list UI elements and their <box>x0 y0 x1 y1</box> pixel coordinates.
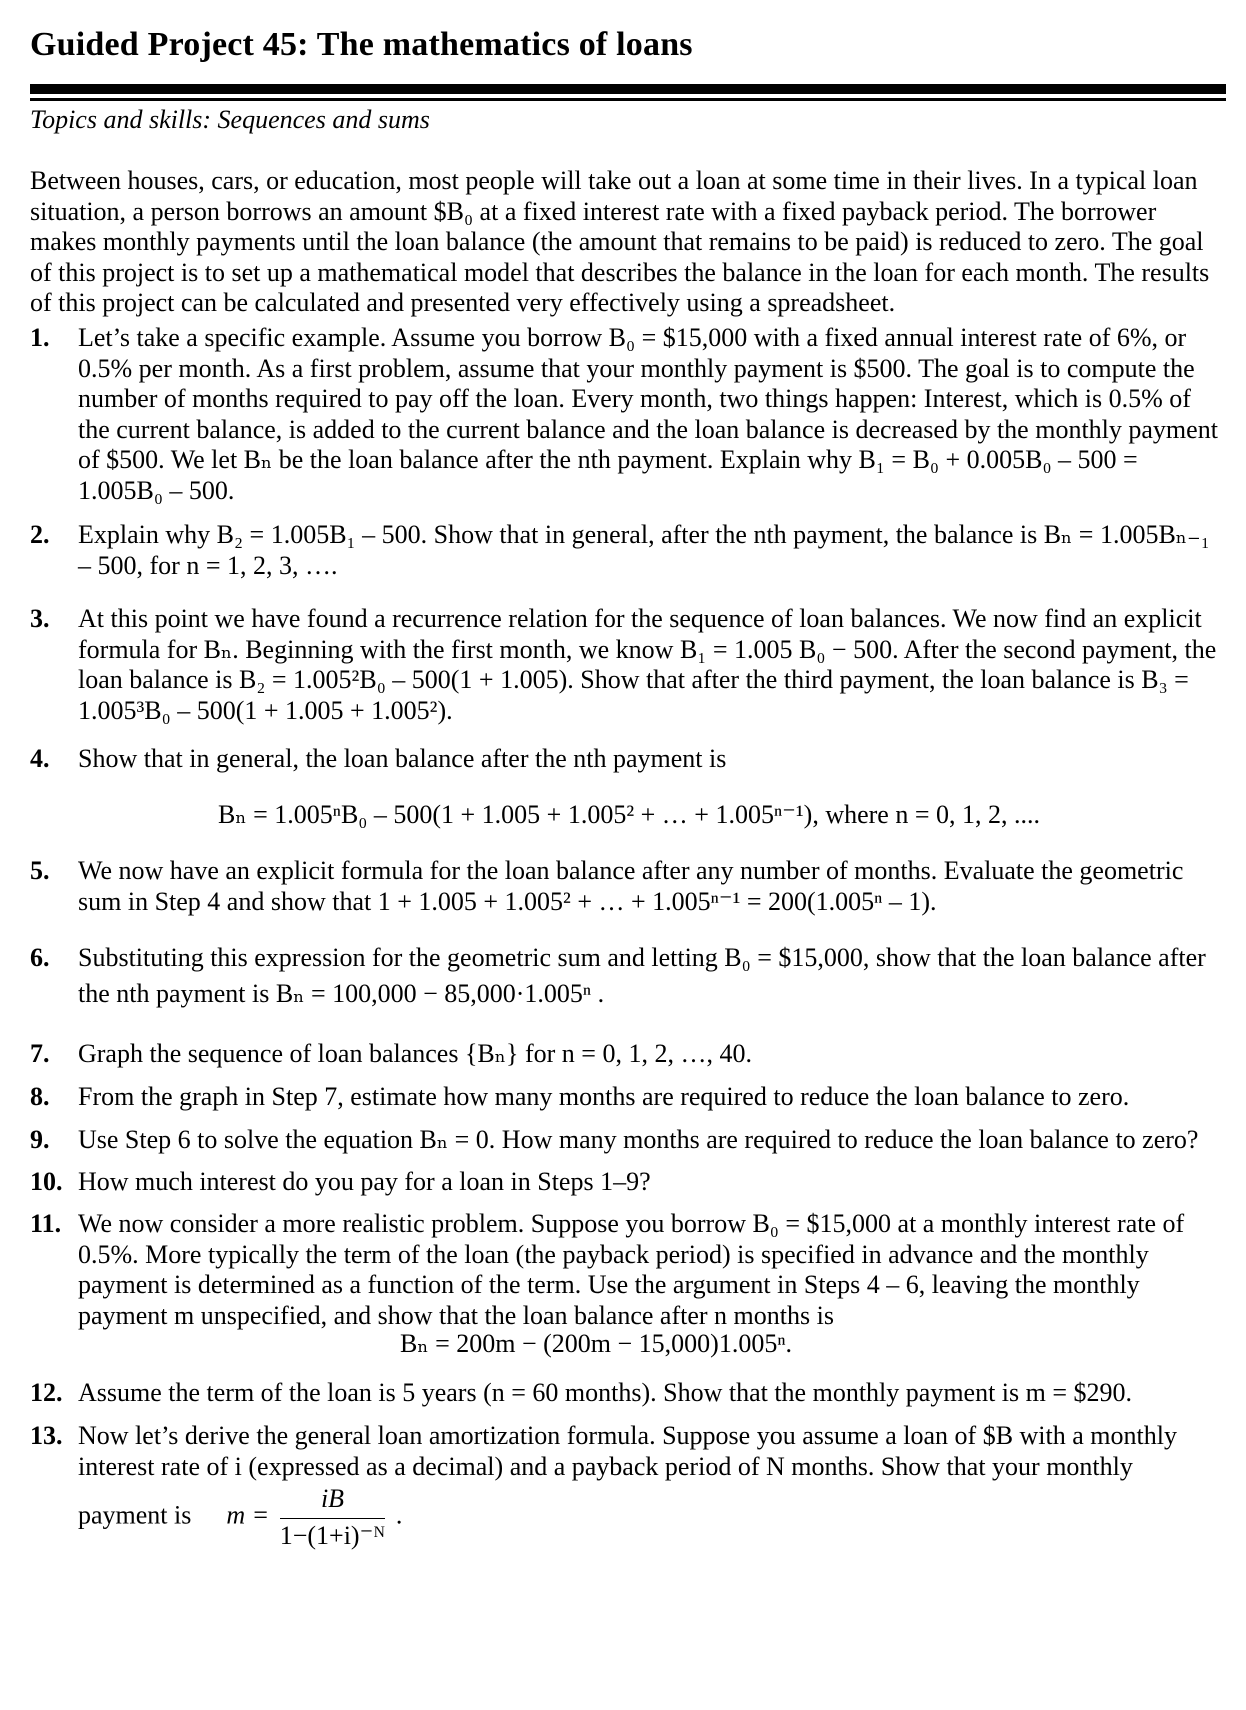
step-9 <box>30 1125 1226 1156</box>
step-text: Graph the sequence of loan balances {Bₙ} for n = 0, 1, 2, …, 40. <box>78 1039 752 1068</box>
page-title: Guided Project 45: The mathematics of loans <box>30 26 693 63</box>
step-3 <box>30 604 1226 726</box>
step-text: At this point we have found a recurrence relation for the sequence of loan balances. We now find an explicit formula for Bₙ. Beginning with the first month, we know B₁ = 1.005 B₀ − 500. After the second payment, the loan balance is B₂ = 1.005²B₀ – 500(1 + 1.005). Show that after the third payment, the loan balance is B₃ = 1.005³B₀ – 500(1 + 1.005 + 1.005²). <box>78 604 1217 725</box>
step-6 <box>30 940 1226 1012</box>
equation-step-11: Bₙ = 200m − (200m − 15,000)1.005ⁿ. <box>400 1329 793 1358</box>
step-text: We now have an explicit formula for the loan balance after any number of months. Evaluate the geometric sum in Step 4 and show that 1 + 1.005 + 1.005² + … + 1.005ⁿ⁻¹ = 200(1.005ⁿ – 1). <box>78 856 1184 916</box>
step-12 <box>30 1378 1226 1409</box>
step-number: 13. <box>30 1421 63 1450</box>
step-11 <box>30 1209 1226 1331</box>
step-5 <box>30 856 1226 917</box>
step-number: 6. <box>30 943 50 972</box>
step-text: Explain why B₂ = 1.005B₁ – 500. Show that in general, after the nth payment, the balance is Bₙ = 1.005Bₙ₋₁ – 500, for n = 1, 2, 3, …. <box>78 520 1210 580</box>
amortization-fraction <box>280 1484 386 1551</box>
step-7 <box>30 1039 1226 1070</box>
step-text: Show that in general, the loan balance after the nth payment is <box>78 744 727 773</box>
step-10 <box>30 1167 1226 1198</box>
step-text: Substituting this expression for the geometric sum and letting B₀ = $15,000, show that the loan balance after the nth payment is Bₙ = 100,000 − 85,000·1.005ⁿ . <box>78 943 1206 1008</box>
step-text: We now consider a more realistic problem. Suppose you borrow B₀ = $15,000 at a monthly interest rate of 0.5%. More typically the term of the loan (the payback period) is specified in advance and the monthly payment is determined as a function of the term. Use the argument in Steps 4 – 6, leaving the monthly payment m unspecified, and show that the loan balance after n months is <box>78 1209 1185 1330</box>
fraction-denominator: 1−(1+i)⁻ᴺ <box>279 1521 386 1550</box>
equation-lhs: m = <box>226 1500 270 1530</box>
step-number: 5. <box>30 856 50 885</box>
step-number: 7. <box>30 1039 50 1068</box>
step-text: Use Step 6 to solve the equation Bₙ = 0. How many months are required to reduce the loan balance to zero? <box>78 1125 1199 1154</box>
step-text: Let’s take a specific example. Assume you borrow B₀ = $15,000 with a fixed annual interest rate of 6%, or 0.5% per month. As a first problem, assume that your monthly payment is $500. The goal is to compute the number of months required to pay off the loan. Every month, two things happen: Interest, which is 0.5% of the current balance, is added to the current balance and the loan balance is decreased by the monthly payment of $500. We let Bₙ be the loan balance after the nth payment. Explain why B₁ = B₀ + 0.005B₀ – 500 = 1.005B₀ – 500. <box>78 323 1218 505</box>
step-text: From the graph in Step 7, estimate how many months are required to reduce the loan balance to zero. <box>78 1082 1130 1111</box>
step-text: Now let’s derive the general loan amortization formula. Suppose you assume a loan of $B with a monthly interest rate of i (expressed as a decimal) and a payback period of N months. Show that your monthly <box>78 1421 1177 1481</box>
step-text: How much interest do you pay for a loan in Steps 1–9? <box>78 1167 651 1196</box>
step-2 <box>30 520 1226 581</box>
step-number: 10. <box>30 1167 63 1196</box>
step-number: 12. <box>30 1378 63 1407</box>
equation-prefix: payment is <box>78 1500 192 1530</box>
step-number: 3. <box>30 604 50 633</box>
step-1 <box>30 323 1226 506</box>
step-number: 11. <box>30 1209 62 1238</box>
step-8 <box>30 1082 1226 1113</box>
title-rule-thick <box>30 84 1226 94</box>
equation-step-13 <box>78 1484 402 1551</box>
step-number: 1. <box>30 323 50 352</box>
step-text: Assume the term of the loan is 5 years (n = 60 months). Show that the monthly payment is m = $290. <box>78 1378 1133 1407</box>
step-number: 4. <box>30 744 50 773</box>
title-rule-thin <box>30 98 1226 101</box>
equation-step-4: Bₙ = 1.005ⁿB₀ – 500(1 + 1.005 + 1.005² + … + 1.005ⁿ⁻¹), where n = 0, 1, 2, .... <box>218 800 1040 829</box>
step-number: 8. <box>30 1082 50 1111</box>
intro-paragraph: Between houses, cars, or education, most people will take out a loan at some time in their lives. In a typical loan situation, a person borrows an amount $B₀ at a fixed interest rate with a fixed payback period. The borrower makes monthly payments until the loan balance (the amount that remains to be paid) is reduced to zero. The goal of this project is to set up a mathematical model that describes the balance in the loan for each month. The results of this project can be calculated and presented very effectively using a spreadsheet. <box>30 166 1210 317</box>
fraction-numerator: iB <box>280 1484 386 1519</box>
topics-line: Topics and skills: Sequences and sums <box>30 105 430 134</box>
step-4 <box>30 744 1226 775</box>
step-number: 9. <box>30 1125 50 1154</box>
step-number: 2. <box>30 520 50 549</box>
step-13 <box>30 1421 1226 1482</box>
equation-suffix: . <box>395 1500 403 1530</box>
